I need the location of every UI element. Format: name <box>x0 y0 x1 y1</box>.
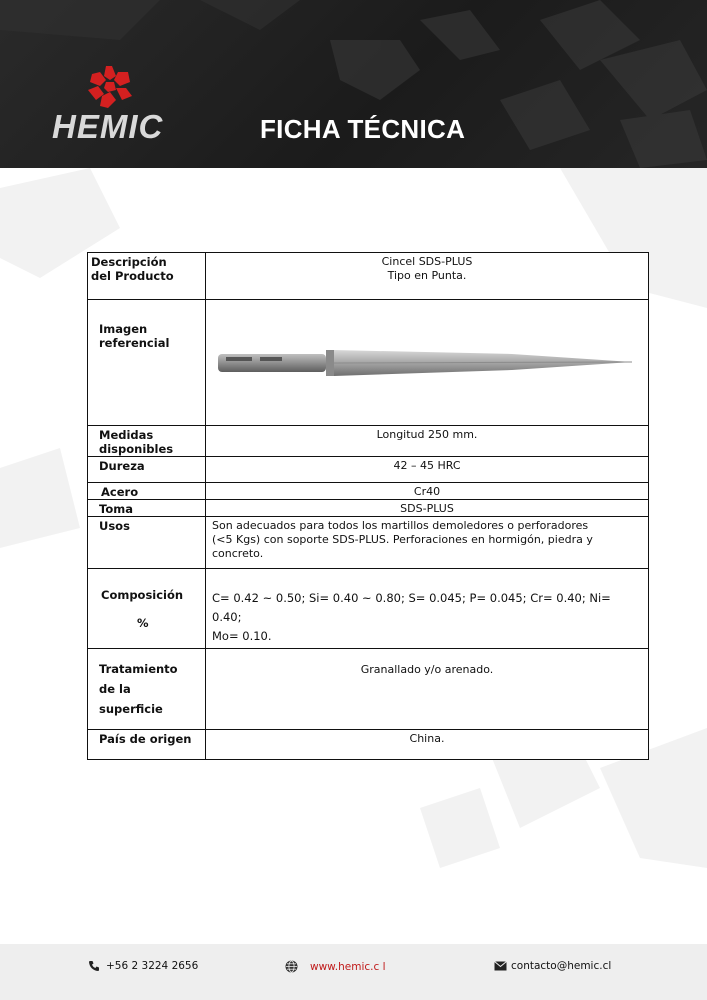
label-line: Acero <box>101 485 139 499</box>
web-link[interactable]: www.hemic.c l <box>310 960 386 973</box>
value-line: Tipo en Punta. <box>387 269 467 282</box>
footer <box>0 944 707 1000</box>
label-line: disponibles <box>99 442 174 456</box>
table-row-composicion <box>88 569 649 649</box>
table-row-usos <box>88 517 649 569</box>
label-line: % <box>137 616 149 630</box>
value-descripcion <box>206 253 649 300</box>
label-line: Toma <box>99 502 133 516</box>
label-acero <box>88 483 206 500</box>
label-toma <box>88 500 206 517</box>
value-acero: Cr40 <box>206 483 649 500</box>
footer-email[interactable] <box>494 960 611 972</box>
table-row-descripcion <box>88 253 649 300</box>
value-line: Cincel SDS-PLUS <box>381 255 473 268</box>
label-usos <box>88 517 206 569</box>
value-medidas: Longitud 250 mm. <box>206 426 649 457</box>
label-line: Dureza <box>99 459 145 473</box>
value-imagen <box>206 300 649 426</box>
label-line: del Producto <box>91 269 174 283</box>
label-dureza <box>88 457 206 483</box>
value-usos <box>206 517 649 569</box>
email-link[interactable]: contacto@hemic.cl <box>511 960 612 972</box>
table-row-tratamiento <box>88 649 649 730</box>
footer-phone[interactable] <box>88 960 198 972</box>
phone-text: +56 2 3224 2656 <box>106 960 199 972</box>
label-imagen <box>88 300 206 426</box>
value-line: (<5 Kgs) con soporte SDS-PLUS. Perforaciones en hormigón, piedra y <box>212 533 593 546</box>
label-composicion <box>88 569 206 649</box>
label-descripcion <box>88 253 206 300</box>
label-line: País de origen <box>99 732 192 746</box>
logo-text: HEMIC <box>52 108 164 145</box>
label-line: superficie <box>99 702 163 716</box>
label-line: de la <box>99 682 131 696</box>
header-banner <box>0 0 707 168</box>
table-row-imagen <box>88 300 649 426</box>
value-toma: SDS-PLUS <box>206 500 649 517</box>
value-line: concreto. <box>212 547 264 560</box>
footer-web[interactable] <box>285 960 386 973</box>
label-line: Medidas <box>99 428 154 442</box>
table-row-acero <box>88 483 649 500</box>
table-row-dureza <box>88 457 649 483</box>
value-pais: China. <box>206 730 649 760</box>
chisel-image <box>212 302 642 412</box>
label-line: Imagen <box>99 322 148 336</box>
table-row-medidas <box>88 426 649 457</box>
label-pais <box>88 730 206 760</box>
table-row-pais <box>88 730 649 760</box>
value-line: C= 0.42 ~ 0.50; Si= 0.40 ~ 0.80; S= 0.045; P= 0.045; Cr= 0.40; Ni= 0.40; <box>212 591 611 624</box>
value-tratamiento <box>206 649 649 730</box>
value-line: Mo= 0.10. <box>212 629 272 643</box>
phone-icon <box>88 960 100 972</box>
table-row-toma <box>88 500 649 517</box>
label-line: Usos <box>99 519 130 533</box>
label-line: Descripción <box>91 255 167 269</box>
spec-table <box>87 252 649 760</box>
value-composicion <box>206 569 649 649</box>
page-title: FICHA TÉCNICA <box>260 114 466 144</box>
value-line: Son adecuados para todos los martillos demoledores o perforadores <box>212 519 589 532</box>
hemic-logo-icon <box>86 66 134 110</box>
label-line: Composición <box>101 588 184 602</box>
label-line: Tratamiento <box>99 662 178 676</box>
value-line: Granallado y/o arenado. <box>360 663 494 676</box>
value-dureza: 42 – 45 HRC <box>206 457 649 483</box>
mail-icon <box>494 961 507 971</box>
label-tratamiento <box>88 649 206 730</box>
globe-icon <box>285 960 298 973</box>
label-medidas <box>88 426 206 457</box>
label-line: referencial <box>99 336 170 350</box>
